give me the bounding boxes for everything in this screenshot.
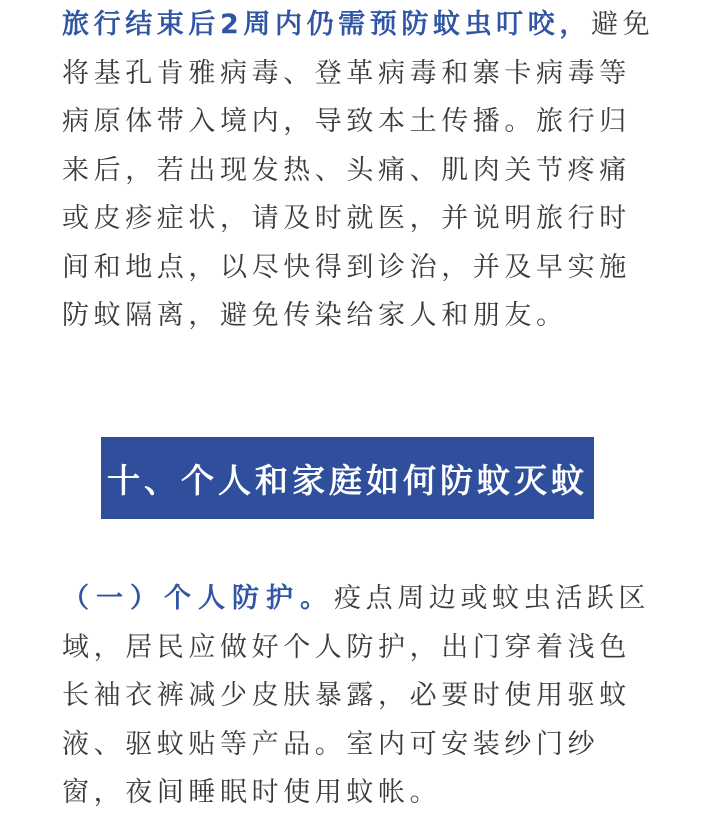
personal-protection-paragraph — [62, 575, 662, 818]
section-heading-banner — [101, 437, 594, 519]
personal-protection-emphasis: （一）个人防护。 — [62, 583, 334, 614]
section-heading-title: 十、个人和家庭如何防蚊灭蚊 — [107, 460, 588, 500]
travel-advice-body: 避免将基孔肯雅病毒、登革病毒和寨卡病毒等病原体带入境内，导致本土传播。旅行归来后，若出现发热、头痛、肌肉关节疼痛或皮疹症状，请及时就医，并说明旅行时间和地点，以尽快得到诊治，并及早实施防蚊隔离，避免传染给家人和朋友。 — [62, 9, 655, 331]
travel-advice-emphasis: 旅行结束后2周内仍需预防蚊虫叮咬， — [62, 9, 591, 40]
travel-advice-paragraph — [62, 1, 662, 341]
personal-protection-body: 疫点周边或蚊虫活跃区域，居民应做好个人防护，出门穿着浅色长袖衣裤减少皮肤暴露，必要时使用驱蚊液、驱蚊贴等产品。室内可安装纱门纱窗，夜间睡眠时使用蚊帐。 — [62, 583, 650, 808]
